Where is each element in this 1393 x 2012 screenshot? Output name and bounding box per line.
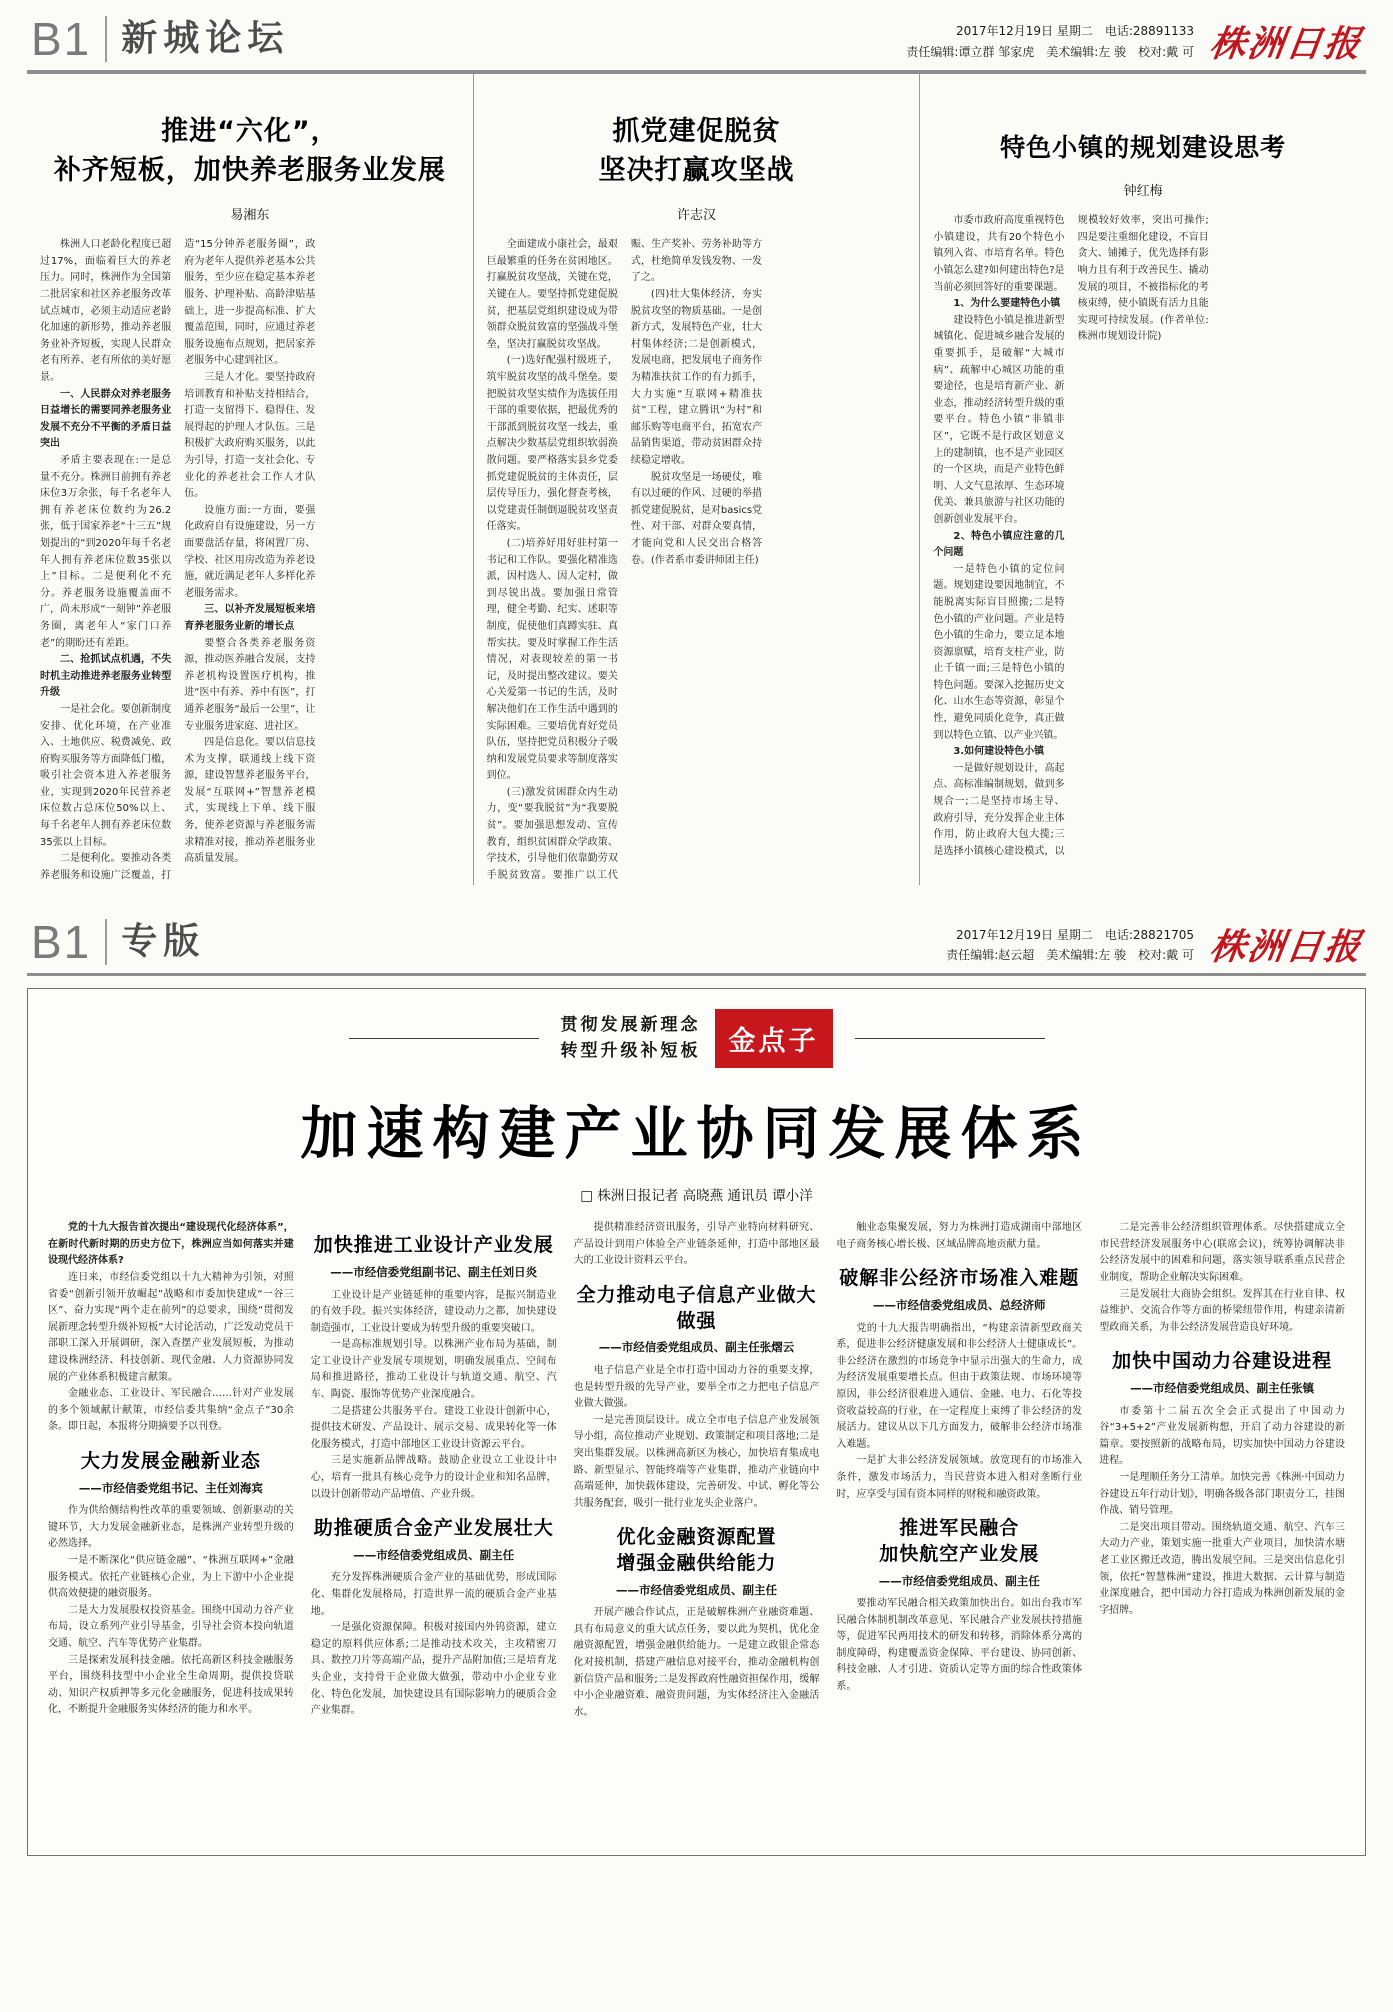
body-paragraph: 二是大力发展股权投资基金。围绕中国动力谷产业布局，设立系列产业引导基金，引导社会资本投向轨道交通、航空、汽车等优势产业集群。	[48, 1604, 294, 1649]
date-phone-line: 2017年12月19日 星期二 电话:28821705	[955, 927, 1194, 942]
body-paragraph: 电子信息产业是全市打造中国动力谷的重要支撑，也是转型升级的先导产业，要举全市之力把电子信息产业做大做强。	[573, 1364, 820, 1410]
body-paragraph: 矛盾主要表现在:一是总量不充分。株洲目前拥有养老床位3万余张，每千名老年人拥有养老床位数约为26.2张，低于国家养老“十三五”规划提出的“到2020年每千名老年人拥有养老床位数35张以上”目标。二是便利化不充分。养老服务设施覆盖面不广，尚未形成“一刻钟”养老服务圈，离老年人“家门口养老”的期盼还有差距。	[40, 455, 172, 649]
article-party-poverty	[473, 74, 920, 885]
editors-line: 责任编辑:赵云超 美术编辑:左 骏 校对:戴 可	[946, 947, 1194, 962]
sub-article-headline: 全力推动电子信息产业做大做强	[576, 1284, 817, 1332]
kicker-text: 贯彻发展新理念 转型升级补短板	[560, 1015, 701, 1061]
special-column-1	[48, 1220, 294, 1868]
body-paragraph: 一是做好规划设计，高起点、高标准编制规划，做到多规合一;二是坚持市场主导、政府引导，充分发挥企业主体作用，防止政府大包大揽;三是选择小镇核心建设模式，以规模较好效率，突出可操作;四是要注重细化建设，不盲目贪大、铺摊子，优先选择有影响力且有利于改善民生、撬动发展的项目，不被指标化的考核束缚，使小镇既有活力且能实现可持续发展。(作者单位:株洲市规划设计院)	[933, 215, 1209, 857]
body-paragraph: 三是实施新品牌战略。鼓励企业设立工业设计中心，培育一批具有核心竞争力的设计企业和知名品牌，以设计创新带动产品增值、产业升级。	[310, 1455, 557, 1500]
gold-idea-badge: 金点子	[715, 1009, 833, 1068]
newspaper-masthead: 株洲日报	[1207, 926, 1365, 969]
body-paragraph: 2、特色小镇应注意的几个问题	[933, 530, 1065, 559]
body-paragraph: 一是理顺任务分工清单。加快完善《株洲·中国动力谷建设五年行动计划》，明确各级各部门职责分工，挂图作战、销号管理。	[1099, 1472, 1345, 1517]
sub-article-headline: 优化金融资源配置 增强金融供给能力	[616, 1526, 777, 1574]
body-paragraph: 一是特色小镇的定位问题。规划建设要因地制宜，不能脱离实际盲目照搬;二是特色小镇的产业问题。产业是特色小镇的生命力，要立足本地资源禀赋，培育支柱产业，防止千镇一面;三是特色小镇的特色问题。要深入挖掘历史文化、山水生态等资源，彰显个性，避免同质化竞争，真正做到以特色立镇、以产业兴镇。	[933, 563, 1065, 741]
page-top	[0, 0, 1393, 885]
body-paragraph: 二是便利化。要推动各类养老服务和设施广泛覆盖，打造“15分钟养老服务圈”，政府为老年人提供养老基本公共服务，至少应在稳定基本养老服务、护理补贴、高龄津贴基础上，进一步提高标准、扩大覆盖范围，同时，应通过养老服务设施布点规划，把居家养老服务中心建到社区。	[40, 239, 316, 881]
section-header-right	[946, 925, 1365, 969]
article-author: 易湘东	[230, 208, 270, 224]
body-paragraph: 党的十九大报告明确指出，“构建亲清新型政商关系，促进非公经济健康发展和非公经济人士健康成长”。非公经济在激烈的市场竞争中显示出强大的生命力，成为经济发展重要增长点。但由于政策法规、市场环境等原因，非公经济很难进入通信、金融、电力、石化等投资收益较高的行业，在一定程度上束缚了非公经济的发展活力。建议从以下几方面发力，破解非公经济市场准入难题。	[836, 1322, 1083, 1450]
body-paragraph: 三是探索发展科技金融。依托高新区科技金融服务平台，围绕科技型中小企业全生命周期，提供投贷联动、知识产权质押等多元化金融服务，促进科技成果转化，不断提升金融服务实体经济的能力和水平。	[48, 1654, 294, 1716]
section-header-left	[31, 13, 290, 65]
article-body	[933, 213, 1353, 861]
article-author: 钟红梅	[1123, 184, 1163, 200]
special-column-5	[1099, 1220, 1345, 1868]
editors-line: 责任编辑:谭立群 邹家虎 美术编辑:左 骏 校对:戴 可	[906, 44, 1194, 59]
body-paragraph: (三)激发贫困群众内生动力，变“要我脱贫”为“我要脱贫”。要加强思想发动、宣传教育，组织贫困群众学政策、学技术，引导他们依靠勤劳双手脱贫致富。要推广以工代赈、生产奖补、劳务补助等方式，杜绝简单发钱发物、一发了之。	[486, 239, 763, 881]
body-paragraph: 株洲人口老龄化程度已超过17%，面临着巨大的养老压力。同时，株洲作为全国第二批居家和社区养老服务改革试点城市，必须主动适应老龄化加速的新形势，推动养老服务业补齐短板，实现人民群众老有所养、老有所依的美好愿景。	[40, 239, 172, 384]
article-body	[40, 237, 460, 885]
body-paragraph: 市委第十二届五次全会正式提出了中国动力谷“3+5+2”产业发展新构想，开启了动力谷建设的新篇章。要按照新的战略布局，切实加快中国动力谷建设进程。	[1099, 1405, 1345, 1467]
sub-article-byline: ——市经信委党组成员、副主任张镇	[1130, 1381, 1315, 1396]
body-paragraph: 一是不断深化“供应链金融”、“株洲互联网+”金融服务模式。依托产业链核心企业，为上下游中小企业提供高效便捷的融资服务。	[48, 1555, 294, 1600]
body-paragraph: (二)培养好用好驻村第一书记和工作队。要强化精准选派，因村选人、因人定村，做到尽锐出战。要加强日常管理，健全考勤、纪实、述职等制度，促使他们真蹲实驻、真帮实扶。要及时掌握工作生活情况，对表现较差的第一书记，及时提出整改建议。要关心关爱第一书记的生活，及时解决他们在工作生活中遇到的实际困难。三要培优育好党员队伍，坚持把党员积极分子吸纳和发展党员要求等制度落实到位。	[486, 537, 618, 782]
kicker-rule-left	[349, 1038, 539, 1039]
special-column-2	[311, 1220, 557, 1868]
special-byline: □ 株洲日报记者 高晓燕 通讯员 谭小洋	[580, 1188, 813, 1205]
body-paragraph: 开展产融合作试点，正是破解株洲产业融资难题、具有布局意义的重大试点任务，要以此为契机，优化金融资源配置，增强金融供给能力。一是建立政银企常态化对接机制，搭建产融信息对接平台，推动金融机构创新信贷产品和服务;二是发挥政府性融资担保作用，缓解中小企业融资难、融资贵问题，为实体经济注入金融活水。	[573, 1607, 820, 1718]
article-elder-care	[27, 74, 473, 885]
sub-article-headline: 大力发展金融新业态	[80, 1450, 261, 1472]
section-header-forum	[27, 0, 1366, 74]
body-paragraph: 二、抢抓试点机遇，不失时机主动推进养老服务业转型升级	[40, 654, 172, 699]
special-column-4	[836, 1220, 1082, 1868]
body-paragraph: 二是完善非公经济组织管理体系。尽快搭建成立全市民营经济发展服务中心(联席会议)，统筹协调解决非公经济发展中的困难和问题，落实领导联系重点民营企业制度，帮助企业解决实际困难。	[1099, 1222, 1345, 1284]
sub-article-headline: 推进军民融合 加快航空产业发展	[879, 1517, 1040, 1565]
body-paragraph: 党的十九大报告首次提出“建设现代化经济体系”，在新时代新时期的历史方位下，株洲应当如何落实并建设现代经济体系?	[48, 1222, 294, 1267]
sub-article-byline: ——市经信委党组成员、副主任	[615, 1582, 777, 1597]
body-paragraph: 三是发展壮大商协会组织。发挥其在行业自律、权益维护、交流合作等方面的桥梁纽带作用，构建亲清新型政商关系，为非公经济发展营造良好环境。	[1099, 1288, 1345, 1333]
special-column-3	[574, 1220, 820, 1868]
sub-article-headline: 加快中国动力谷建设进程	[1112, 1350, 1333, 1373]
body-paragraph: 一是高标准规划引导。以株洲产业布局为基础，制定工业设计产业发展专项规划，明确发展重点、空间布局和推进路径，推动工业设计与轨道交通、航空、汽车、陶瓷、服饰等优势产业深度融合。	[310, 1339, 557, 1401]
header-meta	[946, 925, 1194, 966]
sub-article-headline: 加快推进工业设计产业发展	[313, 1234, 554, 1257]
sub-article-byline: ——市经信委党组副书记、副主任刘日炎	[330, 1264, 538, 1279]
sub-article-headline: 破解非公经济市场准入难题	[839, 1267, 1080, 1290]
body-paragraph: 要整合各类养老服务资源，推动医养融合发展，支持养老机构设置医疗机构，推进“医中有养、养中有医”，打通养老服务“最后一公里”，让专业服务进家庭、进社区。	[184, 637, 316, 732]
special-headline: 加速构建产业协同发展体系	[300, 1101, 1093, 1168]
section-title: 新城论坛	[121, 18, 290, 59]
section-header-special	[27, 903, 1366, 976]
section-header-right	[906, 21, 1365, 65]
header-meta	[906, 21, 1194, 62]
sub-article-headline: 助推硬质合金产业发展壮大	[313, 1517, 554, 1540]
body-paragraph: 脱贫攻坚是一场硬仗，唯有以过硬的作风、过硬的举措抓党建促脱贫，是对basics党性、对干部、对群众要真情，才能向党和人民交出合格答卷。(作者系市委讲师团主任)	[630, 471, 763, 566]
sub-article-byline: ——市经信委党组书记、主任刘海宾	[78, 1480, 263, 1495]
body-paragraph: (一)选好配强村级班子，筑牢脱贫攻坚的战斗堡垒。要把脱贫攻坚实绩作为选拔任用干部的重要依据，把最优秀的干部派到脱贫攻坚一线去，重点解决少数基层党组织软弱涣散问题。要严格落实县乡党委抓党建促脱贫的主体责任，层层传导压力，强化督查考核，以党建责任制倒逼脱贫攻坚责任落实。	[486, 355, 618, 533]
body-paragraph: 四是信息化。要以信息技术为支撑，联通线上线下资源，建设智慧养老服务平台，发展“互联网+”智慧养老模式，实现线上下单、线下服务，使养老资源与养老服务需求精准对接，推动养老服务业高质量发展。	[184, 737, 316, 865]
sub-article-byline: ——市经信委党组成员、副主任张熠云	[598, 1340, 795, 1355]
body-paragraph: 工业设计是产业链延伸的重要内容，是振兴制造业的有效手段。振兴实体经济，建设动力之都，加快建设制造强市，工业设计要成为转型升级的重要突破口。	[310, 1289, 557, 1334]
newspaper-masthead: 株洲日报	[1207, 23, 1365, 65]
section-header-left	[31, 916, 206, 969]
body-paragraph: 触业态集聚发展，努力为株洲打造成湖南中部地区电子商务核心增长极、区域品牌高地贡献力量。	[836, 1222, 1083, 1250]
body-paragraph: 市委市政府高度重视特色小镇建设，共有20个特色小镇列入省、市培育名单。特色小镇怎么建?如何建出特色?是当前必须回答好的重要课题。	[933, 215, 1065, 293]
body-paragraph: 一、人民群众对养老服务日益增长的需要同养老服务业发展不充分不平衡的矛盾日益突出	[40, 388, 172, 450]
body-paragraph: 一是强化资源保障。积极对接国内外钨资源，建立稳定的原料供应体系;二是推动技术攻关，主攻精密刀具、数控刀片等高端产品，提升产品附加值;三是培育龙头企业，支持骨干企业做大做强，带动中小企业专业化、特色化发展，加快建设具有国际影响力的硬质合金产业集群。	[310, 1622, 557, 1717]
article-title: 抓党建促脱贫 坚决打赢攻坚战	[598, 116, 795, 187]
page-number: B1	[31, 916, 92, 969]
body-paragraph: 连日来，市经信委党组以十九大精神为引领，对照省委“创新引领开放崛起”战略和市委加快建成“一谷三区”、奋力实现“两个走在前列”的总要求，围绕“贯彻发展新理念转型升级补短板”大讨论活动，广泛发动党员干部职工深入开展调研，深入查摆产业发展短板，为推动建设株洲经济、科技创新、现代金融、人力资源协同发展的产业体系积极建言献策。	[48, 1272, 294, 1383]
section-title: 专版	[121, 921, 206, 963]
body-paragraph: 1、为什么要建特色小镇	[953, 298, 1061, 310]
body-paragraph: 二是突出项目带动。围绕轨道交通、航空、汽车三大动力产业，策划实施一批重大产业项目，加快清水塘老工业区搬迁改造，腾出发展空间。三是突出信息化引领，依托“智慧株洲”建设，推进大数据、云计算与制造业深度融合，把中国动力谷打造成为株洲创新发展的金字招牌。	[1099, 1521, 1345, 1616]
special-columns	[48, 1220, 1345, 1868]
body-paragraph: 建设特色小镇是推进新型城镇化、促进城乡融合发展的重要抓手，是破解“大城市病”、疏解中心城区功能的重要途径，也是培育新产业、新业态，推动经济转型升级的重要平台。特色小镇“非镇非区”，它既不是行政区划意义上的建制镇，也不是产业园区的一个区块，而是产业特色鲜明、人文气息浓厚、生态环境优美、兼具旅游与社区功能的创新创业发展平台。	[933, 314, 1065, 525]
body-paragraph: 3.如何建设特色小镇	[953, 746, 1045, 758]
special-feature-box	[27, 988, 1366, 1856]
article-body	[487, 237, 907, 885]
article-featured-towns	[919, 74, 1366, 885]
date-phone-line: 2017年12月19日 星期二 电话:28891133	[955, 24, 1194, 39]
sub-article-byline: ——市经信委党组成员、总经济师	[873, 1298, 1046, 1313]
body-paragraph: 三是人才化。要坚持政府培训教育和补贴支持相结合，打造一支留得下、稳得住、发展得起的护理人才队伍。三是积极扩大政府购买服务，以此为引导，打造一支社会化、专业化的养老社会工作人才队伍。	[184, 372, 316, 500]
body-paragraph: 全面建成小康社会，最艰巨最繁重的任务在贫困地区。打赢脱贫攻坚战，关键在党，关键在人。要坚持抓党建促脱贫，把基层党组织建设成为带领群众脱贫致富的坚强战斗堡垒，坚决打赢脱贫攻坚战。	[486, 239, 618, 350]
kicker-row	[48, 1009, 1345, 1068]
body-paragraph: 要推动军民融合相关政策加快出台。如出台我市军民融合体制机制改革意见、军民融合产业发展扶持措施等，促进军民两用技术的研发和转移，消除体系分离的制度障碍，构建覆盖资金保障、平台建设、协同创新、科技金融、人才引进、资质认定等方面的综合性政策体系。	[836, 1598, 1083, 1693]
article-title: 特色小镇的规划建设思考	[1000, 133, 1287, 162]
body-paragraph: 提供精准经济资讯服务，引导产业特向材料研究、产品设计到用户体验全产业链条延伸，打造中部地区最大的工业设计资料云平台。	[573, 1222, 820, 1267]
body-paragraph: 三、以补齐发展短板来培育养老服务业新的增长点	[184, 604, 316, 632]
kicker-rule-right	[855, 1038, 1045, 1039]
body-paragraph: 一是完善顶层设计。成立全市电子信息产业发展领导小组，高位推动产业规划、政策制定和项目落地;二是突出集群发展。以株洲高新区为核心，加快培育集成电路、新型显示、智能终端等产业集群，推动产业链向中高端延伸，加快载体建设，完善研发、中试、孵化等公共服务配套，吸引一批行业龙头企业落户。	[573, 1414, 820, 1509]
body-paragraph: 一是社会化。要创新制度安排、优化环境，在产业准入、土地供应、税费减免、政府购买服务等方面降低门槛，吸引社会资本进入养老服务业，实现到2020年民营养老床位数占总床位50%以上、每千名老年人拥有养老床位数35张以上目标。	[40, 703, 172, 848]
body-paragraph: 金融业态、工业设计、军民融合……针对产业发展的多个领域献计献策，市经信委共集纳“金点子”30余条。即日起，本报将分期摘要予以刊登。	[48, 1388, 294, 1433]
header-divider	[105, 16, 107, 62]
body-paragraph: 一是扩大非公经济发展领域。放宽现有的市场准入条件，激发市场活力，当民营资本进入相对垄断行业时，应享受与国有资本同样的财税和融资政策。	[836, 1455, 1083, 1500]
page-number: B1	[31, 13, 92, 65]
header-divider	[105, 919, 107, 965]
page-bottom	[0, 903, 1393, 1856]
sub-article-byline: ——市经信委党组成员、副主任	[878, 1573, 1040, 1588]
forum-articles	[27, 74, 1366, 885]
body-paragraph: 作为供给侧结构性改革的重要领域、创新驱动的关键环节，大力发展金融新业态，是株洲产业转型升级的必然选择。	[48, 1505, 294, 1550]
body-paragraph: 充分发挥株洲硬质合金产业的基础优势，形成国际化、集群化发展格局，打造世界一流的硬质合金产业基地。	[310, 1572, 557, 1617]
article-author: 许志汉	[677, 208, 717, 224]
sub-article-byline: ——市经信委党组成员、副主任	[353, 1547, 515, 1562]
article-title: 推进“六化”， 补齐短板，加快养老服务业发展	[53, 116, 446, 187]
body-paragraph: 二是搭建公共服务平台。建设工业设计创新中心，提供技术研发、产品设计、展示交易、成果转化等一体化服务模式，打造中部地区工业设计资源云平台。	[310, 1405, 557, 1450]
body-paragraph: (四)壮大集体经济，夯实脱贫攻坚的物质基础。一是创新方式，发展特色产业，壮大村集体经济;二是创新模式，发展电商，把发展电子商务作为精准扶贫工作的有力抓手，大力实施“互联网+精准扶贫”工程，建立腾讯“为村”和邮乐购等电商平台，拓宽农产品销售渠道，带动贫困群众持续稳定增收。	[630, 289, 763, 466]
body-paragraph: 设施方面:一方面，要强化政府自有设施建设，另一方面要盘活存量，将闲置厂房、学校、社区用房改造为养老设施，就近满足老年人多样化养老服务需求。	[184, 504, 316, 599]
